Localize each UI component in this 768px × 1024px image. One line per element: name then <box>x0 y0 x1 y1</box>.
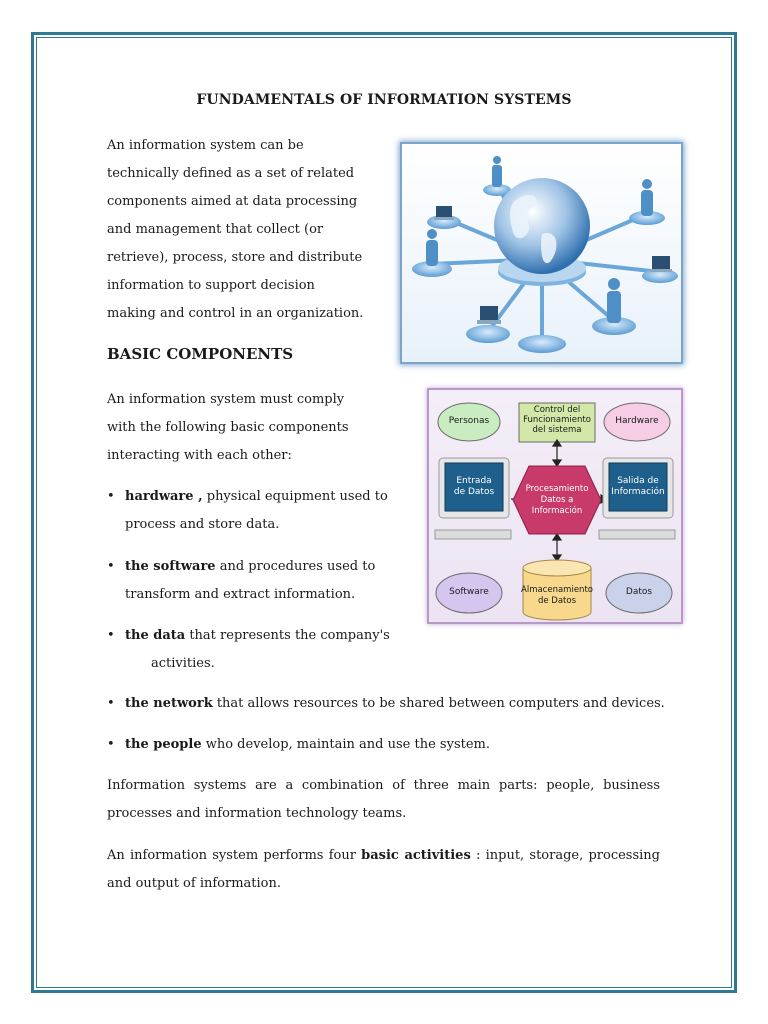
list-item-software <box>107 553 399 581</box>
bullet-dot: • <box>107 628 115 643</box>
bullet-term: the network <box>125 696 213 711</box>
intro-line-5: retrieve), process, store and distribute <box>107 250 363 265</box>
intro-line-2: technically defined as a set of related <box>107 166 355 181</box>
diagram-label-entrada <box>445 476 503 498</box>
bullet-term: the software <box>125 559 216 574</box>
closing-2-bold-term: basic activities <box>361 848 471 863</box>
closing-2-text-after: : input, storage, processing <box>470 848 661 863</box>
intro-line-3: components aimed at data processing <box>107 194 358 209</box>
system-components-diagram <box>429 390 681 622</box>
diagram-label-salida-line-2: Información <box>611 487 665 497</box>
bullet-text: who develop, maintain and use the system. <box>201 737 490 752</box>
diagram-label-entrada-line-1: Entrada <box>456 476 492 486</box>
bullet-text: and procedures used to <box>215 559 376 574</box>
diagram-label-software: Software <box>449 587 489 597</box>
bullet-dot: • <box>107 737 115 752</box>
components-intro-line-2: with the following basic components <box>107 420 349 435</box>
closing-2-line-1 <box>107 842 660 870</box>
closing-1-line-1: Information systems are a combination of three main parts: people, business <box>107 778 660 793</box>
diagram-label-hardware: Hardware <box>615 416 659 426</box>
diagram-label-procesamiento-line-1: Procesamiento <box>525 484 589 494</box>
diagram-label-entrada-line-2: de Datos <box>453 487 495 497</box>
bullet-dot: • <box>107 559 115 574</box>
bullet-text: that allows resources to be shared between computers and devices. <box>212 696 665 711</box>
list-item-data <box>107 622 399 650</box>
intro-line-4: and management that collect (or <box>107 222 324 237</box>
diagram-label-procesamiento <box>515 484 599 517</box>
diagram-label-procesamiento-line-3: Información <box>531 506 583 516</box>
diagram-label-almacenamiento <box>521 585 593 607</box>
diagram-label-control-line-1: Control del <box>533 405 581 415</box>
bullet-text: that represents the company's <box>185 628 390 643</box>
diagram-label-salida <box>609 476 667 498</box>
diagram-label-almacenamiento-line-2: de Datos <box>537 596 577 606</box>
diagram-label-personas: Personas <box>448 416 490 426</box>
diagram-label-procesamiento-line-2: Datos a <box>540 495 574 505</box>
diagram-label-control <box>519 405 595 435</box>
bullet-term: hardware , <box>125 489 203 504</box>
list-item-network <box>107 690 665 718</box>
diagram-label-almacenamiento-line-1: Almacenamiento <box>521 585 593 595</box>
section-heading-basic-components: BASIC COMPONENTS <box>107 345 294 363</box>
bullet-term: the people <box>125 737 202 752</box>
list-item-software-cont: transform and extract information. <box>125 587 356 602</box>
bullet-term: the data <box>125 628 186 643</box>
bullet-dot: • <box>107 489 115 504</box>
network-globe-image <box>402 144 681 362</box>
closing-2-line-2: and output of information. <box>107 876 281 891</box>
diagram-label-control-line-2: Funcionamiento <box>523 415 591 425</box>
list-item-hardware <box>107 483 399 511</box>
intro-line-7: making and control in an organization. <box>107 306 364 321</box>
diagram-label-salida-line-1: Salida de <box>617 476 659 486</box>
closing-1-line-2: processes and information technology teams. <box>107 806 407 821</box>
list-item-data-cont: activities. <box>151 656 215 671</box>
list-item-people <box>107 731 665 759</box>
document-title: FUNDAMENTALS OF INFORMATION SYSTEMS <box>196 92 572 108</box>
list-item-hardware-cont: process and store data. <box>125 517 280 532</box>
closing-2-text-before: An information system performs four <box>107 848 362 863</box>
intro-line-6: information to support decision <box>107 278 315 293</box>
diagram-label-control-line-3: del sistema <box>532 425 582 435</box>
diagram-label-datos: Datos <box>625 587 653 597</box>
intro-line-1: An information system can be <box>107 138 304 153</box>
components-intro-line-3: interacting with each other: <box>107 448 292 463</box>
components-intro-line-1: An information system must comply <box>107 392 345 407</box>
bullet-text: physical equipment used to <box>202 489 388 504</box>
bullet-dot: • <box>107 696 115 711</box>
